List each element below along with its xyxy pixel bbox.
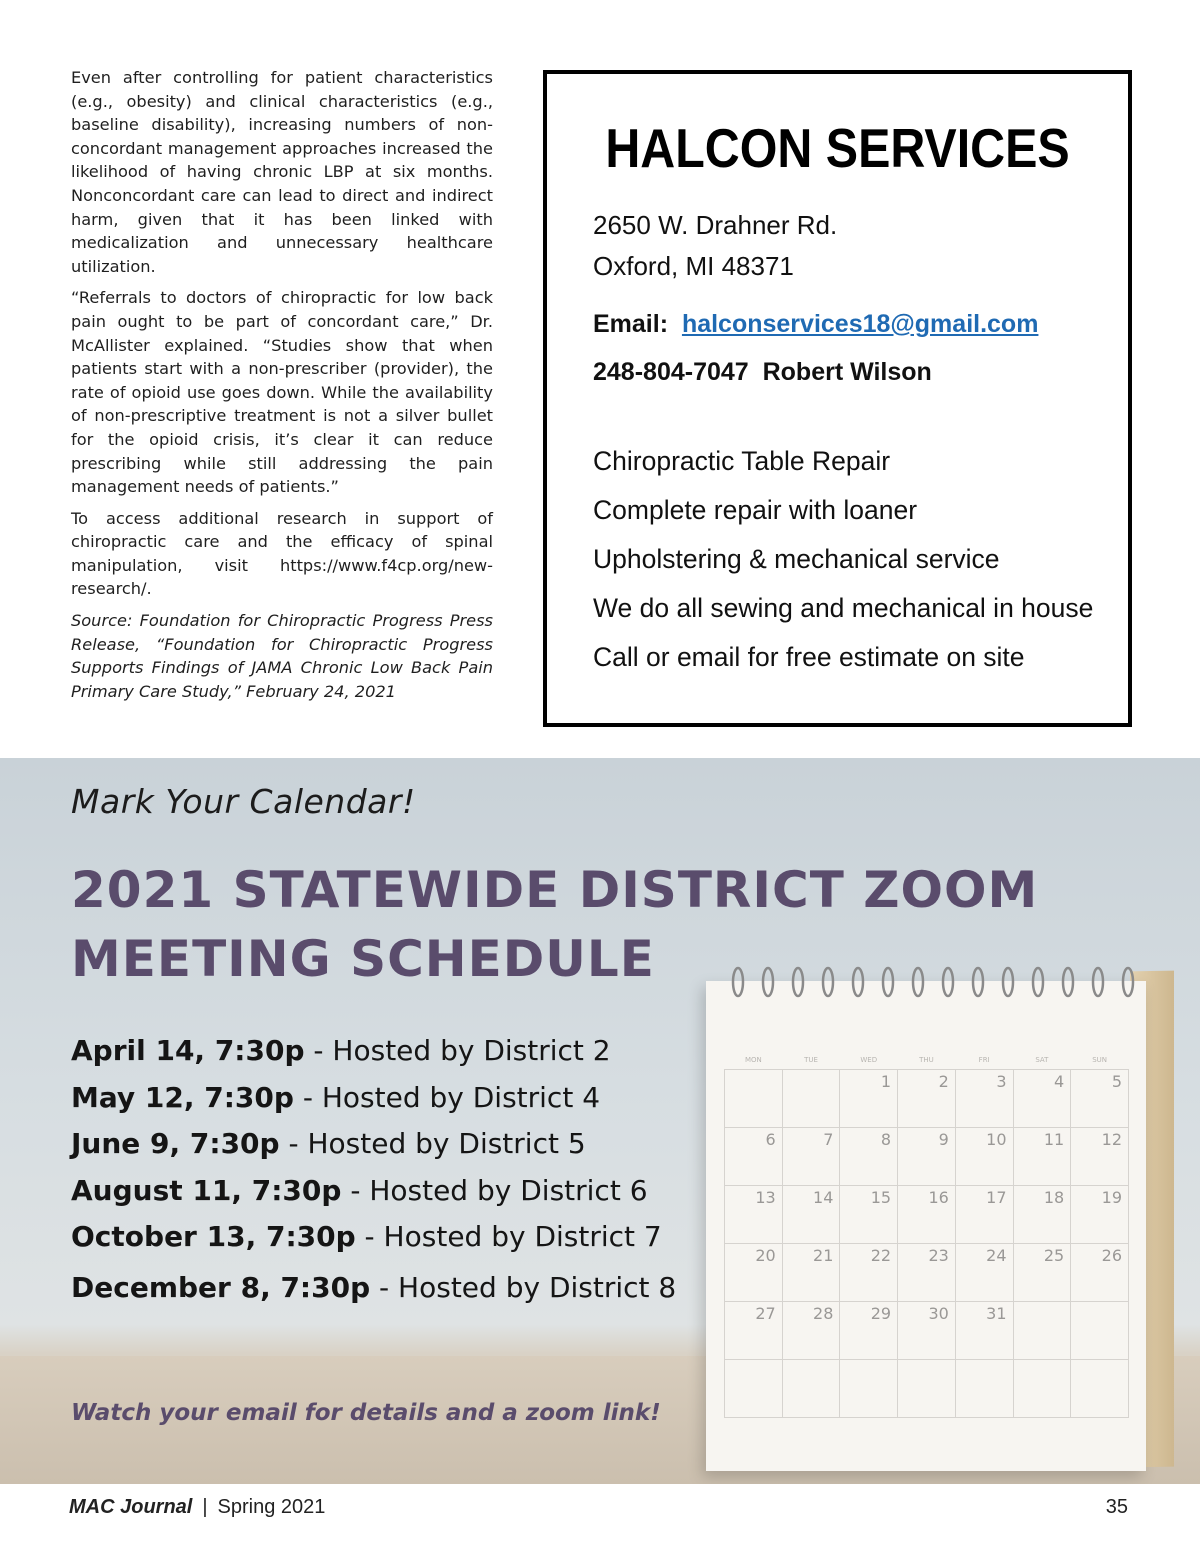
- article-paragraph: To access additional research in support of chiropractic care and the efficacy of spinal manipulation, visit https://www.f4cp.org/new-research/.: [71, 508, 493, 599]
- calendar-day-cell: 25: [1013, 1244, 1071, 1302]
- calendar-day-cell: 1: [840, 1070, 898, 1128]
- meeting-item: [71, 1121, 676, 1168]
- calendar-week-row: [725, 1302, 1129, 1360]
- meeting-host: - Hosted by District 7: [355, 1220, 662, 1253]
- calendar-week-row: [725, 1070, 1129, 1128]
- calendar-day-cell: [725, 1070, 783, 1128]
- ad-title: HALCON SERVICES: [605, 117, 1070, 179]
- meeting-schedule-banner: [0, 758, 1200, 1484]
- calendar-day-cell: 13: [725, 1186, 783, 1244]
- ad-address-line2: Oxford, MI 48371: [593, 251, 794, 281]
- meeting-item: [71, 1214, 676, 1261]
- calendar-day-cell: 6: [725, 1128, 783, 1186]
- calendar-week-row: [725, 1186, 1129, 1244]
- calendar-day-cell: 7: [782, 1128, 840, 1186]
- meeting-date: April 14, 7:30p: [71, 1034, 305, 1067]
- calendar-day-cell: 2: [898, 1070, 956, 1128]
- issue-label: Spring 2021: [217, 1496, 326, 1518]
- calendar-day-cell: [1071, 1302, 1129, 1360]
- weekday-label: MON: [744, 1056, 762, 1064]
- schedule-title: [71, 856, 1038, 994]
- ad-service-item: Chiropractic Table Repair: [593, 446, 891, 476]
- meeting-date: August 11, 7:30p: [71, 1173, 342, 1207]
- calendar-day-cell: 17: [955, 1186, 1013, 1244]
- calendar-grid: [724, 1051, 1129, 1418]
- calendar-day-cell: 15: [840, 1186, 898, 1244]
- calendar-day-cell: [1013, 1302, 1071, 1360]
- calendar-day-cell: 21: [782, 1244, 840, 1302]
- article-source: Source: Foundation for Chiropractic Progress Press Release, “Foundation for Chiropractic Progress Supports Findings of JAMA Chronic Low Back Pain Primary Care Study,” February 24, 2021: [71, 611, 493, 701]
- weekday-label: SAT: [1035, 1056, 1049, 1064]
- ad-phone-row: [593, 358, 932, 387]
- spiral-ring: [1123, 968, 1133, 996]
- weekday-label: THU: [919, 1056, 934, 1064]
- calendar-week-row: [725, 1244, 1129, 1302]
- ad-contact-name: Robert Wilson: [762, 358, 932, 386]
- calendar-day-cell: 12: [1071, 1128, 1129, 1186]
- ad-service-item: We do all sewing and mechanical in house: [593, 593, 1094, 623]
- ad-address-line1: 2650 W. Drahner Rd.: [593, 210, 838, 240]
- ad-email-link[interactable]: halconservices18@gmail.com: [681, 310, 1039, 338]
- meeting-date: May 12, 7:30p: [71, 1080, 294, 1114]
- page-footer: [69, 1496, 325, 1519]
- meeting-host: - Hosted by District 2: [304, 1034, 611, 1067]
- calendar-week-row: [725, 1128, 1129, 1186]
- zoom-link-note: Watch your email for details and a zoom link!: [71, 1400, 661, 1426]
- calendar-day-cell: 10: [955, 1128, 1013, 1186]
- ad-service-item: Upholstering & mechanical service: [593, 544, 1000, 574]
- calendar-day-cell: 24: [955, 1244, 1013, 1302]
- ad-phone: 248-804-7047: [593, 358, 749, 386]
- meeting-date: December 8, 7:30p: [71, 1270, 371, 1304]
- halcon-ad: [543, 70, 1132, 727]
- meeting-host: - Hosted by District 6: [341, 1173, 648, 1207]
- weekday-label: FRI: [978, 1056, 990, 1064]
- calendar-day-cell: [955, 1360, 1013, 1418]
- ad-service-item: Complete repair with loaner: [593, 495, 918, 525]
- article-paragraph: Even after controlling for patient characteristics (e.g., obesity) and clinical characteristics (e.g., baseline disability), increasing numbers of non-concordant management approaches increased the likelihood of having chronic LBP at six months. Nonconcordant care can lead to direct and indirect harm, given that it has been linked with medicalization and unnecessary healthcare utilization.: [71, 68, 493, 276]
- calendar-day-cell: 4: [1013, 1070, 1071, 1128]
- magazine-name: MAC Journal: [69, 1496, 193, 1518]
- schedule-title-line: MEETING SCHEDULE: [71, 930, 655, 988]
- meeting-item: [71, 1265, 676, 1312]
- calendar-week-row: [725, 1360, 1129, 1418]
- weekday-label: WED: [860, 1056, 878, 1064]
- meeting-item: [71, 1075, 676, 1122]
- calendar-day-cell: 22: [840, 1244, 898, 1302]
- calendar-day-cell: 11: [1013, 1128, 1071, 1186]
- schedule-title-line: 2021 STATEWIDE DISTRICT ZOOM: [71, 861, 1039, 919]
- article-paragraph: “Referrals to doctors of chiropractic for low back pain ought to be part of concordant care,” Dr. McAllister explained. “Studies show that when patients start with a non-prescriber (provider), the rate of opioid use goes down. While the availability of non-prescriptive treatment is not a silver bullet for the opioid crisis, it’s clear it can reduce prescribing while still addressing the pain management needs of patients.”: [71, 288, 493, 497]
- calendar-day-cell: 27: [725, 1302, 783, 1360]
- calendar-day-cell: [1013, 1360, 1071, 1418]
- calendar-day-cell: 16: [898, 1186, 956, 1244]
- calendar-day-cell: [725, 1360, 783, 1418]
- calendar-day-cell: 18: [1013, 1186, 1071, 1244]
- calendar-day-cell: 28: [782, 1302, 840, 1360]
- calendar-day-cell: 20: [725, 1244, 783, 1302]
- spiral-ring: [1063, 968, 1073, 996]
- article-column: [71, 66, 493, 711]
- calendar-day-cell: 31: [955, 1302, 1013, 1360]
- ad-service-item: Call or email for free estimate on site: [593, 642, 1025, 672]
- weekday-label: SUN: [1092, 1056, 1108, 1064]
- calendar-day-cell: [782, 1070, 840, 1128]
- meeting-item: [71, 1168, 676, 1215]
- calendar-day-cell: 14: [782, 1186, 840, 1244]
- calendar-day-cell: [840, 1360, 898, 1418]
- calendar-day-cell: 29: [840, 1302, 898, 1360]
- calendar-day-cell: 9: [898, 1128, 956, 1186]
- meeting-list: [71, 1028, 676, 1311]
- calendar-day-cell: 23: [898, 1244, 956, 1302]
- calendar-day-cell: 30: [898, 1302, 956, 1360]
- meeting-date: October 13, 7:30p: [71, 1220, 356, 1253]
- meeting-item: [71, 1028, 676, 1075]
- calendar-day-cell: [782, 1360, 840, 1418]
- page-number: 35: [1105, 1496, 1128, 1518]
- footer-separator: |: [202, 1496, 208, 1518]
- calendar-day-cell: 3: [955, 1070, 1013, 1128]
- ad-email-label: Email:: [593, 310, 669, 338]
- meeting-host: - Hosted by District 8: [370, 1270, 677, 1304]
- ad-email-row: [593, 310, 1038, 339]
- meeting-date: June 9, 7:30p: [71, 1127, 280, 1160]
- calendar-day-cell: 8: [840, 1128, 898, 1186]
- meeting-host: - Hosted by District 4: [293, 1080, 601, 1114]
- mark-calendar-kicker: Mark Your Calendar!: [71, 782, 416, 821]
- weekday-label: TUE: [804, 1056, 818, 1064]
- desk-calendar-image: [706, 981, 1146, 1471]
- meeting-host: - Hosted by District 5: [279, 1127, 586, 1160]
- calendar-day-cell: 19: [1071, 1186, 1129, 1244]
- calendar-day-cell: 26: [1071, 1244, 1129, 1302]
- spiral-ring: [1093, 968, 1103, 996]
- calendar-day-cell: [898, 1360, 956, 1418]
- calendar-day-cell: [1071, 1360, 1129, 1418]
- calendar-day-cell: 5: [1071, 1070, 1129, 1128]
